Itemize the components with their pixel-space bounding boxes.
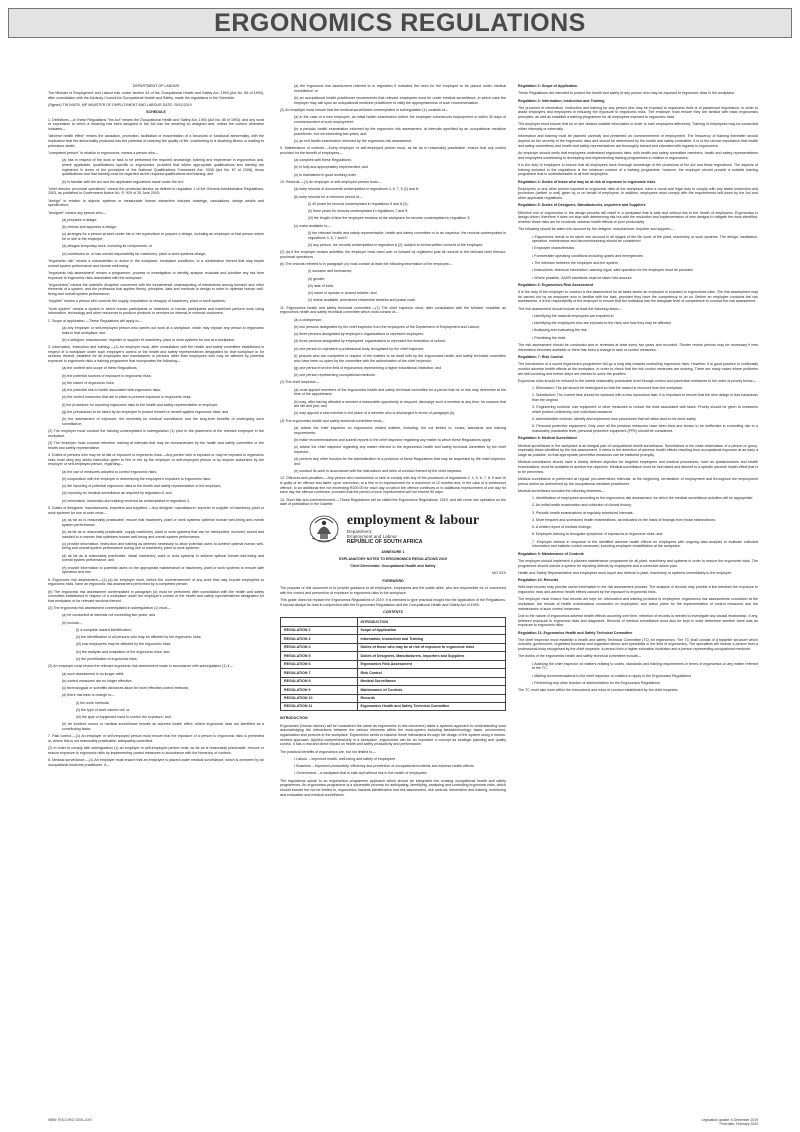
paragraph: (c) three persons designated by employer's organisations to represent employers; bbox=[294, 332, 424, 337]
paragraph: (b) is familiar with the Act and the applicable regulations made under the Act; bbox=[62, 179, 184, 184]
contents-row bbox=[281, 686, 506, 694]
contents-row bbox=[281, 643, 506, 651]
annex-heading: ANNEXURE 1 bbox=[381, 549, 405, 554]
paragraph: DEPARTMENT OF LABOUR bbox=[132, 84, 180, 88]
paragraph: (g) the precautions to be taken by an employee to protect himself or herself against ergonomic risks; and bbox=[62, 409, 229, 414]
paragraph: The TC must also work within the instructions and rules of conduct established by the chief inspector. bbox=[518, 688, 679, 693]
paragraph: (b) include— bbox=[62, 620, 83, 625]
paragraph: The risk assessment should include at least the following steps— bbox=[518, 306, 622, 311]
paragraph: (e) information, instruction and training received as contemplated in regulation 3. bbox=[62, 498, 190, 503]
page-title: ERGONOMICS REGULATIONS bbox=[8, 8, 792, 38]
paragraph: (b) The ergonomic risk assessment contemplated in paragraph (a) must be performed after consultation with the health and safety committee established in respect of a workplace under the employer's control or the health and safety representatives designated for that workplace or for relevant sections thereof. bbox=[48, 589, 264, 603]
logo-country: REPUBLIC OF SOUTH AFRICA bbox=[346, 538, 423, 545]
paragraph: (ii) any person, the records contemplated in regulation 8 (2), subject to formal written consent of the employee. bbox=[308, 242, 484, 247]
contents-row bbox=[281, 694, 506, 702]
paragraph: (iii) the type of equipment used to control the exposure; and bbox=[76, 715, 171, 720]
paragraph: • The interface between the employee and the system bbox=[532, 260, 618, 265]
paragraph: (3) The employer must conduct refresher training at intervals that may be recommended by the health and safety committee or the health and safety representative. bbox=[48, 441, 264, 450]
paragraph: 8. Medical surveillance.—(1) An employer must ensure that an employee is placed under medical surveillance, which is overseen by an occupational medicine practitioner, if— bbox=[48, 758, 264, 767]
contents-row bbox=[281, 635, 506, 643]
paragraph: (d) three persons designated by employees' organisations to represent the federation of unions; bbox=[294, 339, 446, 344]
contents-regulation-title: Ergonomics Health and Safety Technical Committee bbox=[357, 703, 506, 711]
paragraph: Regulation 3: Information, Instruction and Training bbox=[518, 98, 605, 103]
paragraph: (ii) the identification of all persons who may be affected by the ergonomic risks; bbox=[76, 635, 202, 640]
paragraph: • Ergonomics needs to be taken into account in all stages of the life cycle of the plant, machinery or work systems. The design, installation, operation, maintenance and decommissioning should be considered bbox=[532, 234, 758, 244]
paragraph: (b) a periodic health examination informed by the ergonomic risk assessment, at intervals specified by an occupational medicine practitioner, but not exceeding two years; and bbox=[294, 127, 506, 136]
paragraph: (d) as far as is reasonably practicable, install machinery, plant or work systems to achieve optimal human well-being and overall system performance; and bbox=[62, 553, 264, 563]
paragraph: The employer must ensure that records are kept for: information and training provided to employees, ergonomics risk assessments conducted at the workplace, the results of health examinations conducted on employees; and action plans for the implementation of control measures and the maintenance of such control measures. bbox=[518, 597, 758, 611]
paragraph: (ii) three years for records contemplated in regulations 7 and 9; bbox=[308, 209, 409, 214]
paragraph: • Government – a workplace that is safe and without risk to the health of employees bbox=[294, 771, 427, 776]
paragraph: (a) any employer or self-employed person who carries out work at a workplace, which may expose any person to ergonomic risks in that workplace; and bbox=[62, 325, 264, 335]
contents-row bbox=[281, 677, 506, 685]
paragraph: (2) The employer must conduct the training contemplated in subregulation (1) prior to the placement of the relevant employee in the workplace. bbox=[48, 429, 264, 438]
contents-table bbox=[280, 617, 506, 711]
paragraph: 2. An initial health examination and collection of clinical history; bbox=[532, 503, 632, 508]
contents-regulation-title: Duties of those who may be at risk of exposure to ergonomic risks bbox=[357, 643, 506, 651]
paragraph: Due to the nature of ergonomics adverse health effects occurring over time, retention of records is needed to investigate any causal relationship. If any, between exposure to ergonomic risks and diagnoses. Records of medical surveillance must also be kept in order determine whether there was an exposure to ergonomic risks. bbox=[518, 613, 758, 628]
paragraph: 1. Elimination: The job should be redesigned so that the hazard is removed from the workplace bbox=[532, 386, 683, 391]
paragraph: (b) checks and approves a design; bbox=[62, 225, 117, 230]
paragraph: 11. Ergonomics health and safety technical committee.—(1) The chief inspector must, after consultation with the Minister, establish an ergonomics health and safety technical committee which must consist of— bbox=[280, 305, 506, 315]
paragraph: (b) make recommendations and submit reports to the chief inspector regarding any matter to which these Regulations apply; bbox=[294, 437, 492, 442]
paragraph: (b) an occupational health practitioner recommends that relevant employees must be under medical surveillance, in which case the employer may call upon an occupational medicine practitioner to ratify the appropriateness of such recommendation. bbox=[294, 95, 506, 105]
contents-header-row bbox=[281, 618, 506, 626]
paragraph: 3. Engineering controls: Use equipment or other measures to reduce the risks associated with tasks. Priority should be given to measures which protect collectively over individual measures bbox=[532, 405, 758, 414]
paragraph: (e) conduct its work in accordance with the instructions and rules of conduct framed by the chief inspector. bbox=[294, 469, 463, 474]
paragraph: (i) a complete hazard identification; bbox=[76, 627, 132, 632]
paragraph: 5. Duties of designers, manufacturers, importers and suppliers.—Any designer, manufacturer, importer or supplier of machinery, plant or work systems for use at work must— bbox=[48, 505, 264, 515]
paragraph: 3. Information, instruction and training.—(1) An employer must, after consultation with the health and safety committee established in respect of a workplace under such employer's control or the health and safety representatives designated for that workplace or for sections thereof, establish for all employees and mandataries or persons other than employees who may be affected by potential exposure to ergonomic risks a training programme that incorporates the following— bbox=[48, 345, 264, 364]
paragraph: Regulation 5: Duties of Designers, Manufacturers, Importers and Suppliers bbox=[518, 203, 646, 208]
paragraph: (a) has in respect of the work or task to be performed the required knowledge, training and experience in ergonomics and, where applicable, qualifications specific to ergonomics: provided that where appropriate qualifications and training are registered in terms of the provisions of the National Qualifications Framework Act, 2008 (Act No. 67 of 2008), those qualifications and that training must be regarded as the required qualifications and training; and bbox=[62, 158, 264, 177]
paragraph: (a) complies with these Regulations; bbox=[294, 158, 352, 163]
paragraph: (b) as far as is reasonably practicable, supply machinery, plant or work systems that can be transported, received, stored and handled in a manner that optimises human well-being and overall system performance; bbox=[62, 529, 264, 539]
paragraph: (2) (a) If the employer ceases activities, the employer must hand over or forward by registered post all records to the relevant chief director: provincial operations. bbox=[280, 250, 506, 259]
paragraph: (a) such assessment is no longer valid; bbox=[62, 671, 125, 676]
paragraph: 7. Employer actions in response to the identified adverse health effects on employees with ongoing data analysis to evaluate collected information and institute control measures, including employee rehabilitation at the workplace. bbox=[532, 539, 758, 549]
paragraph: (a) advise the chief inspector on ergonomics related matters, including, but not limited to, codes, standards and training requirements; bbox=[294, 426, 506, 435]
paragraph: (d) there has been a change in— bbox=[62, 693, 115, 698]
paragraph: (b) control measures are no longer effective; bbox=[62, 678, 133, 683]
paragraph: (g) one person from the field of ergonomics representing a higher educational institution; and bbox=[294, 365, 442, 370]
logo-wordmark: employment & labour bbox=[346, 512, 480, 528]
paragraph: Regulation 6: Ergonomics Risk Assessment bbox=[518, 282, 594, 287]
paragraph: Regulation 11: Ergonomics Health and Safety Technical Committee bbox=[518, 630, 633, 635]
paragraph: (i) the relevant health and safety representative, health and safety committee or to an inspector, the records contemplated in regulations 3, 6, 7 and 9; bbox=[308, 230, 506, 240]
paragraph: "chief director: provincial operations" means the provincial director as defined in regulation 1 of the General Administrative Regulations, 2003, as published in Government Notice No. R. 929 of 25 June 2003; bbox=[48, 186, 264, 196]
contents-regulation-title: Information, Instruction and Training bbox=[357, 635, 506, 643]
paragraph: (a) in the case of a new employee, an initial health examination before the employee commences employment or within 30 days of commencement of such employment; bbox=[294, 115, 506, 124]
paragraph: "competent person" in relation to ergonomics, means a person who— bbox=[48, 150, 159, 155]
paragraph: (c) advise the chief inspector regarding any matter referred to the ergonomics health and safety technical committee by the chief inspector; bbox=[294, 445, 506, 454]
contents-title: CONTENTS bbox=[383, 609, 403, 614]
contents-header: INTRODUCTION bbox=[357, 618, 506, 626]
paragraph: Well-kept records may provide useful information in the risk assessment process. The analysis of records may provide a link between the exposure to ergonomic risks and adverse health effects caused by the exposure to ergonomic risks. bbox=[518, 585, 758, 595]
paragraph: 4. Duties of persons who may be at risk of exposure to ergonomic risks.—Any person who is exposed or may be exposed to ergonomic risks must obey any lawful instruction given to him or her by the employer or self-employed person or by anyone authorised by the employer or self-employed person, regarding— bbox=[48, 453, 264, 467]
paragraph: It is the duty of employers to ensure that all employees have thorough knowledge of the provisions of the Act and these regulations. The aspects of training included in the regulations is the minimum content of a training programme, however, the employer should provide a suitable training programme that is understandable to all their employees. bbox=[518, 162, 758, 177]
contents-regulation: REGULATION 10 bbox=[281, 694, 358, 702]
paragraph: "ergonomics" means the scientific discipline concerned with the fundamental understanding of interactions among humans and other elements of a system, and the profession that applies theory, principles, data and methods to design in order to optimise human well-being and overall system performance; bbox=[48, 282, 264, 297]
paragraph: 4. More frequent and scheduled health examinations, as indicated on the basis of findings from those examinations; bbox=[532, 517, 716, 522]
paragraph: The introduction of a sound ergonomics programme will go a long way towards controlling ergonomic risks. However, it is good practice to continually monitor adverse health effects at the workplace, in order to check that the risk control measures are working. There are many cases where problems are still occurring and further steps are needed to solve the problem. bbox=[518, 362, 758, 376]
paragraph: (f) the procedure for reporting ergonomic risks to the health and safety representative or employer; bbox=[62, 402, 219, 407]
contents-regulation: REGULATION 3 bbox=[281, 635, 358, 643]
paragraph: "ergonomic risk" means a characteristic or action in the workplace, workplace conditions, or a combination thereof that may impair overall system performance and human well-being; bbox=[48, 258, 264, 268]
paragraph: 6. Employee training to recognise symptoms of exposures to ergonomic risks; and bbox=[532, 532, 663, 537]
paragraph: • Where possible, SANS standards must be taken into account bbox=[532, 275, 632, 280]
paragraph: "adverse health effect" means the causation, promotion, facilitation or exacerbation of a structural or functional abnormality, with the implication that the abnormality produced has the potential of lowering the quality of life, contributing to a disabling illness or leading to premature death; bbox=[48, 134, 264, 148]
contents-regulation: REGULATION 9 bbox=[281, 686, 358, 694]
contents-row bbox=[281, 626, 506, 634]
paragraph: (a) a chairperson; bbox=[294, 317, 323, 322]
paragraph: (a) the content and scope of these Regulations; bbox=[62, 366, 138, 371]
paragraph: (d) the potential risk to health associated with ergonomic risks; bbox=[62, 388, 162, 393]
paragraph: (a) must appoint members of the ergonomics health and safety technical committee for a period that he or she may determine at the time of the appointment; bbox=[294, 387, 506, 397]
paragraph: 2. Substitution: The current task should be replaced with a less hazardous task. It is important to ensure that the new design is less hazardous than the original bbox=[532, 393, 758, 402]
paragraph: (c) arranges for a person at work under his or her supervision to prepare a design, including an employee of that person where he or she is the employer; bbox=[62, 232, 264, 242]
paragraph: "design" in relation to objects, systems or measurable human interaction includes drawings, calculations, design details and specification; bbox=[48, 198, 264, 208]
paragraph: Regulation 2: Scope of Application bbox=[518, 84, 578, 88]
introduction-body bbox=[280, 724, 506, 798]
paragraph: The Minister of Employment and Labour has, under section 43 of the Occupational Health and Safety Act, 1993 (Act No. 85 of 1993), after consultation with the Advisory Council for Occupational Health and Safety, made the regulations in the Schedule. bbox=[48, 91, 264, 100]
contents-regulation-title: Medical Surveillance bbox=[357, 677, 506, 685]
contents-regulation: REGULATION 5 bbox=[281, 652, 358, 660]
logo-dept-name: Employment and Labour bbox=[346, 534, 397, 540]
foreword-paragraph-1: The purpose of this document is to provide guidance to all employers, employees and the public alike, who are responsible for or concerned with the control and prevention of exposure to ergonomic risks in the workplace. bbox=[280, 585, 506, 595]
paragraph: 3. Periodic health examinations at regularly scheduled intervals; bbox=[532, 510, 634, 515]
paragraph: "work system" means a system in which human participants or machines or human participants and machines perform work using information, technology and other resources to produce products or services for internal or external customers. bbox=[48, 306, 264, 316]
contents-row bbox=[281, 669, 506, 677]
paragraph: (d) reporting for medical surveillance as required by regulation 8; and bbox=[62, 491, 172, 496]
paragraph: (c) is maintained in good working order. bbox=[294, 172, 357, 177]
paragraph: • Analysing and evaluating the risk bbox=[532, 328, 587, 333]
paragraph: (a) the ergonomic risk assessment referred to in regulation 6 indicates the need for the employee to be placed under medical surveillance; or bbox=[294, 84, 506, 93]
paragraph: • Making recommendations to the chief inspector on matters to apply to the Ergonomics Regulations bbox=[532, 673, 692, 678]
paragraph: (3) An employer must review the relevant ergonomic risk assessment made in accordance with subregulation (1) if— bbox=[48, 664, 233, 669]
paragraph: 9. Maintenance of controls.—Every employer or self-employed person must, as far as is reasonably practicable, ensure that any control provided for the benefit of employees— bbox=[280, 146, 506, 155]
paragraph: The risk assessment should be conducted and or reviewed at least every two years and recorded. Shorter review periods may be necessary if new information becomes available or there has been a change in task or control measures. bbox=[518, 342, 758, 352]
contents-regulation: REGULATION 2 bbox=[281, 626, 358, 634]
contents-regulation-title: Scope of Application bbox=[357, 626, 506, 634]
paragraph: 5. A written report of medical findings; bbox=[532, 525, 592, 530]
paragraph: It is the duty of the employer to conduct a risk assessment for all tasks where an employee is exposed to ergonomics risks. The risk assessment may be carried out by an employee who is familiar with the task, provided they have the competency to do so. Before an employee conducts the risk assessment, it is the responsibility of the employer to ensure that the individual has the adequate level of competence to conduct the risk assessment. bbox=[518, 290, 758, 304]
paragraph: (b) cooperation with the employer in determining the employee's exposure to ergonomic risks; bbox=[62, 476, 211, 481]
paragraph: 6. Ergonomic risk assessment.—(1) (a) An employer must, before the commencement of any work that may expose employees to ergonomic risks, have an ergonomic risk assessment performed by a competent person. bbox=[48, 577, 264, 587]
paragraph: (i) 40 years for records contemplated in regulations 6 and 8 (2); bbox=[308, 201, 409, 206]
paragraph: (c) the reporting of potential ergonomic risks to the health and safety representative or the employer; bbox=[62, 484, 222, 489]
paragraph: The following should be taken into account by the designer, manufacturer, importer and supplier— bbox=[518, 227, 674, 232]
paragraph: (a) as far as is reasonably practicable, ensure that machinery, plant or work systems optimise human well-being and overall system performance; bbox=[62, 517, 264, 527]
paragraph: 5. Personal protective equipment: Only once all the previous measures have been tried and shown to be ineffective in controlling risk to a reasonably practicable level, personal protective equipment (PPE) should be considered. bbox=[532, 424, 758, 434]
contents-row bbox=[281, 660, 506, 668]
paragraph: Regulation 7: Risk Control bbox=[518, 354, 564, 359]
paragraph: (d) perform any other function for the administration of a provision of these Regulations that may be requested by the chief inspector; and bbox=[294, 457, 506, 466]
introduction-title: INTRODUCTION bbox=[280, 716, 308, 721]
contents-regulation: REGULATION 11 bbox=[281, 703, 358, 711]
paragraph: These Regulations are intended to protect the health and safety of any person who may be exposed to ergonomic risks in the workplace. bbox=[518, 91, 736, 96]
paragraph: (b) keep records for a minimum period of— bbox=[294, 194, 363, 199]
paragraph: The regulations speak to an ergonomics programme approach which should be integrated into existing occupational health and safety programmes. An ergonomics programme is a systematic process for anticipating, identifying, analysing and controlling ergonomic risks, which should include but not be limited to, ergonomics hazards identification and risk assessment, risk controls, information and training, monitoring and evaluation and medical surveillance. bbox=[280, 778, 506, 797]
column-3 bbox=[518, 84, 758, 1114]
paragraph: (c) provide information, instruction and training as deemed necessary to allow potential users to achieve optimal human well-being and overall system performance during use of machinery, plant or work systems; bbox=[62, 541, 264, 551]
paragraph: The provision of information, instruction and training for any person who may be exposed to ergonomic risks is of paramount importance, in order to assist employers and employees in reducing the exposure to ergonomic risks. The employer must ensure they are familiar with basic ergonomics principles, as well as establish a training programme for all employees exposed to ergonomic risks. bbox=[518, 105, 758, 120]
paragraph: "ergonomic risk assessment" means a programme, process or investigation to identify, analyse, evaluate and prioritise any risk from exposure to ergonomic risks associated with the workplace; bbox=[48, 270, 264, 280]
paragraph: 4. Administrative controls: Identify and implement new procedures that will allow work to be done safely bbox=[532, 417, 696, 422]
paragraph: (2) The chief inspector— bbox=[280, 380, 320, 385]
annex-directorate: Chief Directorate: Occupational Health and Safety bbox=[350, 564, 436, 569]
paragraph: Medical surveillance is performed at regular pre-determined intervals: at the beginning, termination of employment and throughout the employment period and/or as determined by the occupational medicine practitioner. bbox=[518, 476, 758, 486]
paragraph: (v) where available, permanent residential address and postal code. bbox=[308, 298, 416, 303]
contents-regulation: REGULATION 8 bbox=[281, 677, 358, 685]
paragraph: (c) an exit health examination informed by the ergonomic risk assessment. bbox=[294, 139, 413, 144]
paragraph: • Labour – improved health, well-being and safety of employees bbox=[294, 756, 396, 761]
department-logo bbox=[280, 513, 506, 546]
paragraph: (ii) the type of work carried out; or bbox=[76, 707, 130, 712]
paragraph: SCHEDULE bbox=[146, 110, 166, 115]
paragraph: Regulation 8: Medical Surveillance bbox=[518, 436, 578, 441]
contents-regulation-title: Records bbox=[357, 694, 506, 702]
paragraph: • Business – improved productivity, efficiency and prevention of occupational incidents and adverse health effects bbox=[294, 764, 474, 769]
paragraph: (e) one person to represent a professional body recognised by the chief inspector; bbox=[294, 346, 425, 351]
paragraph: (Signed) TW NXESI, MP MINISTER OF EMPLOYMENT AND LABOUR DATE: 20/11/2019 bbox=[48, 103, 192, 108]
paragraph: (b) is fully and appropriately implemented; and bbox=[294, 165, 368, 170]
foreword-title: FOREWORD bbox=[382, 578, 404, 583]
paragraph: (iii) how employees may be affected by the ergonomic risks; bbox=[76, 642, 172, 647]
paragraph: (iii) the length of time the employee remains at the workplace for records contemplated in regulation 3; bbox=[308, 216, 471, 221]
annex-subheading: EXPLANATORY NOTES TO ERGONOMICS REGULATIONS 2019 bbox=[339, 556, 447, 561]
paragraph: • Advising the chief inspector on matters relating to codes, standards and training requirements in terms of ergonomics or any matter referred to the TC bbox=[532, 661, 758, 671]
paragraph: (b) a designer, manufacturer, importer or supplier of machinery, plant or work systems for use at a workplace. bbox=[62, 337, 236, 342]
paragraph: (a) the use of measures adopted to control ergonomic risks; bbox=[62, 469, 157, 474]
paragraph: (e) contributes to, or has overall responsibility for machinery, plant or work systems design; bbox=[62, 251, 207, 256]
paragraph: • Foreseeable operating conditions including upsets and emergencies bbox=[532, 253, 643, 258]
paragraph: An employer should verify that employees understand ergonomic risks, with health and safety committee members, health and safety representatives and employees contributing to developing and implementing training programmes in relation to ergonomics. bbox=[518, 150, 758, 160]
logo-dept-label: Department: bbox=[346, 529, 373, 535]
contents-row bbox=[281, 652, 506, 660]
paragraph: (iv) name of spouse or closest relative; and bbox=[308, 291, 377, 296]
contents-regulation-title: Maintenance of Controls bbox=[357, 686, 506, 694]
paragraph: Regulation 9: Maintenance of Controls bbox=[518, 551, 584, 556]
paragraph: • Identifying the hazards employees are exposed to bbox=[532, 313, 614, 318]
paragraph: (2) The ergonomic risk assessment contemplated in subregulation (1) must— bbox=[48, 606, 171, 611]
paragraph: (3) The ergonomics health and safety technical committee must— bbox=[280, 418, 385, 423]
paragraph: (c) the nature of ergonomic risks; bbox=[62, 380, 115, 385]
contents-regulation-title: Risk Control bbox=[357, 669, 506, 677]
paragraph: 1. Definitions.—In these Regulations "the Act" means the Occupational Health and Safety Act, 1993 (Act No. 85 of 1993), and any word or expression to which a meaning has been assigned in the Act has the meaning so assigned and, unless the context otherwise indicates— bbox=[48, 117, 264, 132]
paragraph: 13. Short title and commencement.—These Regulations will be called the Ergonomics Regulations, 2019, and will come into operation on the date of publication in the Gazette. bbox=[280, 497, 506, 507]
paragraph: 12. Offences and penalties.—Any person who contravenes or fails to comply with any of the provisions of regulations 3, 4, 5, 6, 7, 8, 9 and 10 is guilty of an offence and liable, upon conviction, to a fine or to imprisonment for a maximum of 12 months and, in the case of a continuous offence, to an additional fine not exceeding R200.00 for each day on which the offence continues or to additional imprisonment of one day for each day the offence continues: provided that the period of such imprisonment will not exceed 90 days. bbox=[280, 476, 506, 495]
paragraph: (e) the control measures that are in place to prevent exposure to ergonomic risks; bbox=[62, 395, 192, 400]
paragraph: (v) the prioritisation of ergonomic risks. bbox=[76, 656, 138, 661]
contents-regulation-title: Ergonomics Risk Assessment bbox=[357, 660, 506, 668]
paragraph: (ii) gender; bbox=[308, 276, 326, 281]
paragraph: The practical benefits of ergonomics are, but not limited to— bbox=[280, 749, 376, 754]
paragraph: The employer should implement a planned maintenance programme for all plant, machinery and systems in order to reduce the ergonomic risks. The programme should include a system for reporting defects by employees and a corrective action plan. bbox=[518, 558, 758, 568]
paragraph: Regulation 4: Duties of those who may be at risk of exposure to ergonomic risks bbox=[518, 179, 656, 184]
paragraph: (i) the work methods; bbox=[76, 700, 110, 705]
paragraph: • Instructions, technical information, warning signs, safe operation for the employee must be provided bbox=[532, 268, 693, 273]
paragraph: Employees or any other person exposed to ergonomic risks at the workplace, have a moral and legal duty to comply with any lawful instruction and procedure (written or oral) given by or on behalf of employers. In addition, employees must comply with the requirements laid down by the Act and other applicable regulations. bbox=[518, 186, 758, 201]
paragraph: (a) be conducted at intervals not exceeding two years; and bbox=[62, 613, 156, 618]
paragraph: The employer must ensure that he or she obtains suitable information in order to train employees effectively. Training of employees may be conducted either internally or externally. bbox=[518, 122, 758, 132]
paragraph: • Identifying the employees who are exposed to the risks and how they may be affected bbox=[532, 321, 671, 326]
foreword-paragraph-2: This guide does not replace the Ergonomics Regulations of 2019. It is intended to give practical insight into the application of the Regulations. It should always be read in conjunction with the Ergonomics Regulations and the Occupational Health and Safety Act of 1993. bbox=[280, 597, 506, 607]
column-2 bbox=[280, 84, 506, 1114]
paragraph: "designer" means any person who— bbox=[48, 210, 107, 215]
paragraph: (b) the potential sources of exposure to ergonomic risks; bbox=[62, 373, 152, 378]
column-1 bbox=[48, 84, 264, 1114]
paragraph: (e) provide information to potential users on the appropriate maintenance of machinery, plant or work systems to ensure safe operation and use. bbox=[62, 565, 264, 575]
paragraph: (c) technological or scientific advances allow for more effective control methods; bbox=[62, 686, 189, 691]
contents-row bbox=[281, 703, 506, 711]
contents-regulation-title: Duties of Designers, Manufacturers, Importers and Suppliers bbox=[357, 652, 506, 660]
paragraph: (b) The records referred to in paragraph (a) must contain at least the following information of the employee— bbox=[280, 262, 453, 267]
paragraph: (2) An employer must ensure that the medical surveillance contemplated in subregulation (1) consists of— bbox=[280, 107, 449, 112]
paragraph: Effective use of ergonomics in the design process will result in a workplace that is safe and without risk to the health of employees. Ergonomics is design driven, therefore it does not stop with determining risk but with the resolution and implementation of new designs to mitigate the risks identified, whether those risks are for incidents, adverse health effects or poor productivity. bbox=[518, 210, 758, 224]
footer-isbn: ISBN: 978-0-9917-0001-XXX bbox=[48, 1118, 92, 1122]
contents-regulation: REGULATION 7 bbox=[281, 669, 358, 677]
contents-regulation: REGULATION 4 bbox=[281, 643, 358, 651]
paragraph: (a) keep records of documents contemplated in regulations 3, 6, 7, 9 (2) and 8; bbox=[294, 187, 420, 192]
paragraph: (a) prepares a design; bbox=[62, 217, 98, 222]
paragraph: (b) may, after having afforded a member a reasonable opportunity to respond, discharge such a member at any time, for reasons that are fair and just; and bbox=[294, 399, 506, 409]
paragraph: 2. Scope of application.—These Regulations will apply to— bbox=[48, 318, 143, 323]
paragraph: The chief inspector must establish a health and safety Technical Committee (TC) for ergonomics. The TC shall consist of a tripartite structure which includes; government, organised business and organised labour and specialists in the field of ergonomics. The specialists will include a person from a professional body recognised by the chief inspector, a person from a higher education institution and a person representing occupational medicine. bbox=[518, 637, 758, 652]
paragraph: Ergonomics (human factors) will be considered the same as ergonomics in this document) takes a systems approach to understanding work acknowledging the interactions between the various elements within the work-system including tasks/technology, tasks, environment, organisation and persons in the workplace. Ergonomics seeks to balance these interactions through the design of the system using a human-centred approach. Applied comprehensively in a workplace, ergonomics can be an important a concept as strategic planning and quality control. It has a real and direct impact on health and safety productivity and performance. bbox=[280, 723, 506, 747]
paragraph: (h) one person representing occupational medicine. bbox=[294, 373, 376, 378]
paragraph: • Prioritising the risks bbox=[532, 335, 566, 340]
annex-code: MO XXX bbox=[492, 571, 506, 576]
paragraph: 1. Identification of employees according to the ergonomics risk assessment, for which the medical surveillance activities will be appropriate; bbox=[532, 496, 754, 501]
paragraph: 10. Records.—(1) An employer or self-employed person must— bbox=[280, 180, 382, 185]
paragraph: (c) make available to— bbox=[294, 223, 331, 228]
paragraph: 7. Risk control.—(1) An employer or self-employed person must ensure that the exposure of a person to ergonomic risks is prevented or, where this is not reasonably practicable, adequately controlled. bbox=[48, 734, 264, 743]
paragraph: The duties of the ergonomics health and safety technical committee include— bbox=[518, 654, 642, 659]
paragraph: (i) surname and forenames; bbox=[308, 269, 353, 274]
paragraph: Medical surveillance includes the following elements— bbox=[518, 488, 605, 493]
paragraph: (c) may appoint a new member in the place of a member who is discharged in terms of paragraph (b). bbox=[294, 411, 456, 416]
paragraph: (2) In order to comply with subregulation (1) an employer or self-employed person must, as far as is reasonably practicable, remove or reduce exposure to ergonomic risks by implementing control measures in accordance with the hierarchy of controls. bbox=[48, 746, 264, 755]
paragraph: (h) the assessment of exposure, the necessity for medical surveillance and the long-term benefits of undergoing such surveillance; bbox=[62, 417, 264, 426]
contents-regulation: REGULATION 6 bbox=[281, 660, 358, 668]
column-2-regulations bbox=[280, 84, 506, 507]
paragraph: • Employee characteristics bbox=[532, 246, 575, 251]
paragraph: Medical surveillance in the workplace is an integral part of occupational health surveillance. Surveillance is the close observation of a person or group, especially those identified by the risk assessment. It refers to the detection of adverse health effects resulting from occupational exposure at as early a stage as possible, so that appropriate preventive measures can be instituted promptly. bbox=[518, 443, 758, 458]
paragraph: (iv) the analysis and evaluation of the ergonomic risks; and bbox=[76, 649, 170, 654]
footer-dates: Legislation update: 6 December 2019 Print date: February 2020 bbox=[701, 1118, 758, 1126]
paragraph: Health and Safety Representative and employees must report any defects in plant, machinery or systems immediately to the employer. bbox=[518, 570, 732, 575]
paragraph: Ergonomic risks should be reduced to the lowest reasonably practicable level through control and prevention measures in the order of priority below— bbox=[518, 378, 757, 383]
paragraph: (b) two persons designated by the chief inspector from the employees of the Department of Employment and Labour; bbox=[294, 324, 480, 329]
paragraph: • Performing any other function of administration for the Ergonomics Regulations bbox=[532, 680, 660, 685]
paragraph: "supplier" means a person who controls the supply, importation or resupply of machinery, plant or work systems; bbox=[48, 299, 226, 304]
paragraph: Information and training must be planned carefully and presented on commencement of employment. The frequency of training thereafter should depend on the severity of the ergonomic risks and should be determined by the health and safety committee. It is of the utmost importance that health and safety committees and health and safety representatives are thoroughly trained and educated with regards to ergonomics. bbox=[518, 134, 758, 148]
paragraph: Medical surveillance should have a clearly defined objective for targeted employees and medical procedures, such as questionnaires and health examinations, must be available to achieve the objective. Medical surveillance must be risk based and tailored to a specific adverse health effect that is to be prevented. bbox=[518, 460, 758, 474]
coat-of-arms-icon bbox=[307, 514, 341, 544]
paragraph: (f) persons who are competent in respect of the matters to be dealt with by the ergonomics health and safety technical committee who have been co-opted by the committee with the authorisation of the chief inspector; bbox=[294, 353, 506, 363]
paragraph: (iii) date of birth; bbox=[308, 283, 334, 288]
paragraph: Regulation 10: Records bbox=[518, 578, 559, 583]
paragraph: (e) an incident occurs or medical surveillance reveals an adverse health effect, where ergonomic risks are identified as a contributing factor. bbox=[62, 722, 264, 732]
paragraph: (d) designs temporary work, including its components; or bbox=[62, 244, 153, 249]
